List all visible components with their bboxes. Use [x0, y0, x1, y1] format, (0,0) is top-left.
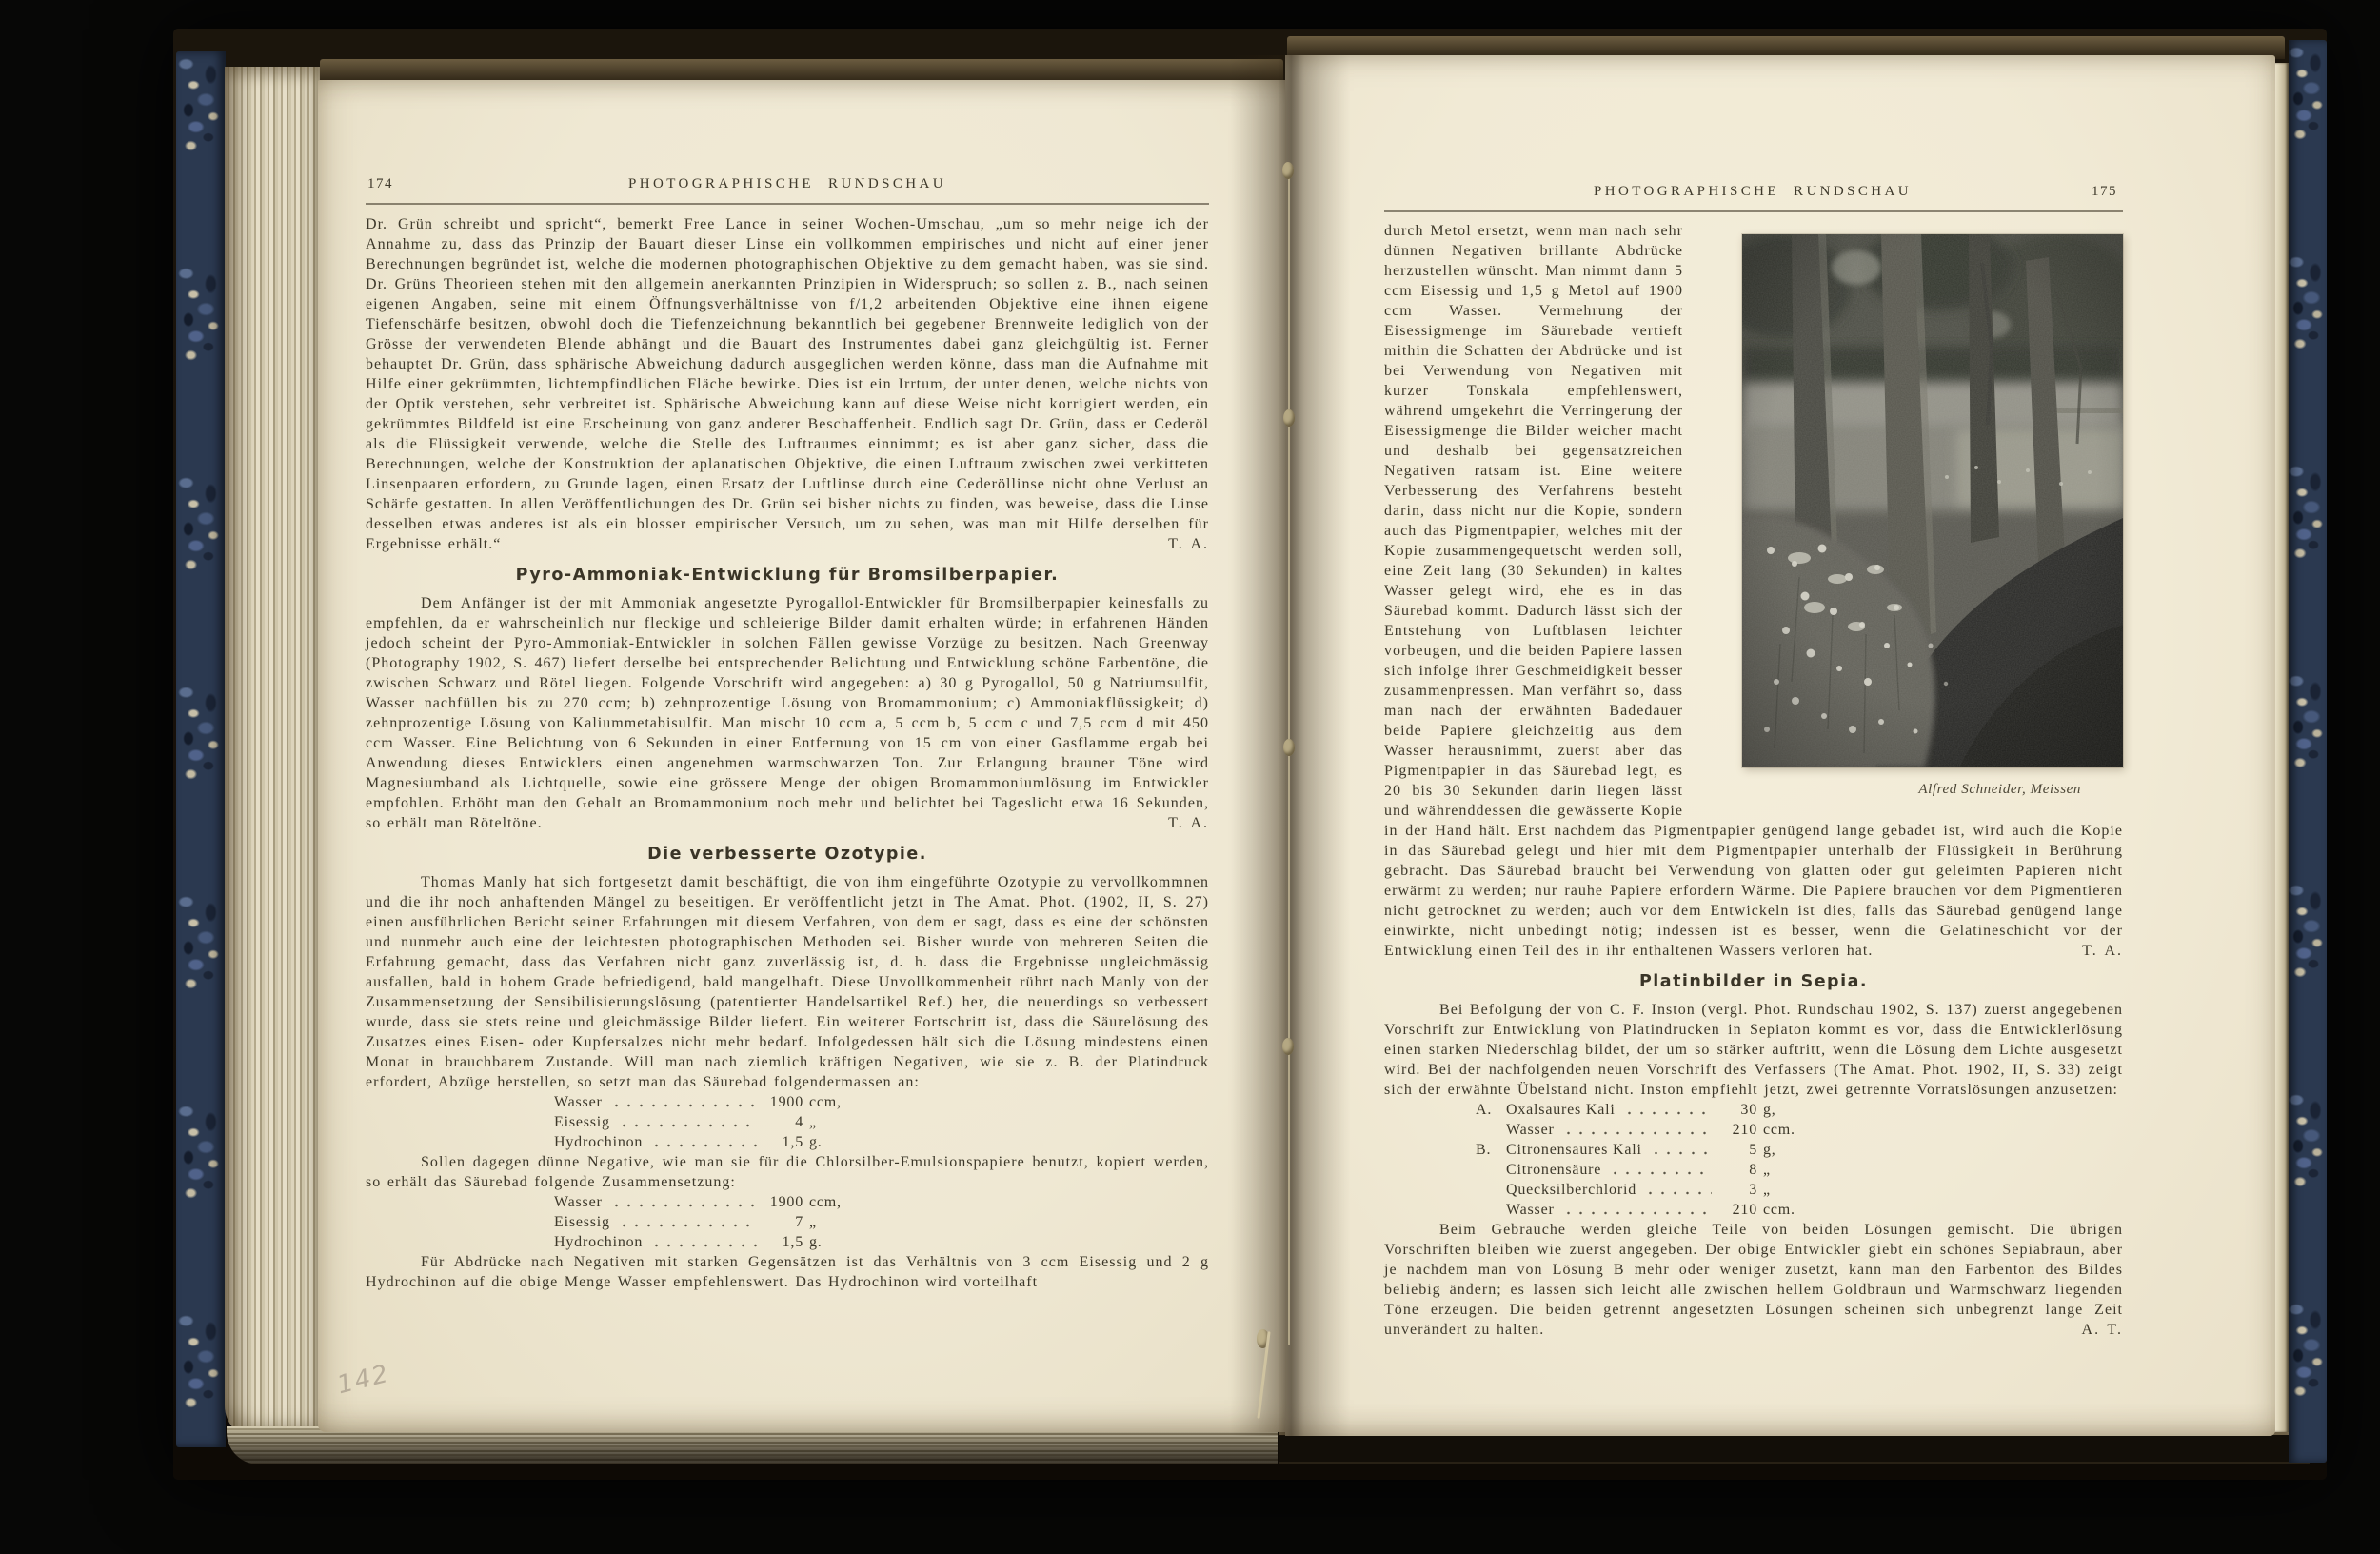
section-heading-platinbilder: Platinbilder in Sepia.: [1638, 972, 1869, 991]
paragraph-sepia-usage: [1384, 1220, 2123, 1340]
recipe-row: [1476, 1180, 1811, 1200]
paragraph-text: Thomas Manly hat sich fortgesetzt damit beschäftigt, die von ihm eingeführte Ozotypie zu vervollkommnen und die ihr noch anhaftenden Mängel zu beseitigen. Er veröffentlicht jetzt in The Amat. Phot. (1902, II, S. 27) einen ausführlichen Bericht seiner Erfahrungen mit diesem Verfahren, von dem er sagt, dass es eine der schönsten und nunmehr auch eine der leichtesten photographischen Methoden sei. Bisher wurde von mehreren Seiten die Erfahrung gemacht, dass das Verfahren nicht ganz zuverlässig ist, d. h. dass die Ergebnisse ungleichmässig ausfallen, bald in hohem Grade befriedigend, bald mangelhaft. Diese Unvollkommenheit rührt nach Manly von der Zusammensetzung der Sensibilisierungslösung (patentierter Handelsartikel Ref.) her, die neuerdings so verbessert wurde, dass sie stets reine und gleichmässige Bilder liefert. Ein weiterer Fortschritt ist, dass die Säurelösung des Zusatzes eines Eisen- oder Kupfersalzes nicht mehr bedarf. Infolgedessen hält sich die Lösung mindestens einen Monat in brauchbarem Zustande. Will man nach ziemlich kräftigen Negativen, wie sie z. B. der Platindruck erfordert, Abzüge herstellen, so setzt man das Säurebad folgendermassen an:: [366, 874, 1209, 1090]
ingredient-unit: g.: [809, 1134, 823, 1150]
ingredient-amount: 1,5: [782, 1234, 803, 1250]
ingredient-unit: ccm,: [809, 1194, 842, 1210]
recipe-row: [1476, 1160, 1811, 1180]
recipe-row: [554, 1112, 857, 1132]
ingredient-amount: 1,5: [782, 1134, 803, 1150]
dot-leader: [616, 1112, 758, 1132]
forest-meadow-photograph: [1742, 234, 2123, 767]
dot-leader: [1648, 1140, 1712, 1160]
section-heading-ozotypie: Die verbesserte Ozotypie.: [647, 845, 927, 864]
right-text-column: [1384, 221, 2123, 1340]
recipe-row: [1476, 1120, 1811, 1140]
author-initials: T. A.: [2082, 943, 2123, 959]
solution-letter: A.: [1476, 1102, 1493, 1118]
left-page: [318, 80, 1285, 1432]
ingredient-unit: g,: [1763, 1142, 1776, 1158]
paragraph-inston-intro: [1384, 1000, 2123, 1100]
dot-leader: [1560, 1120, 1712, 1140]
paragraph-text: Dr. Grün schreibt und spricht“, bemerkt Free Lance in seiner Wochen-Umschau, „um so mehr neige ich der Annahme zu, dass das Prinzip der Bauart dieser Linse ein vollkommen empirisches und nicht auf einer jener Berechnungen begründet ist, welche die modernen photographischen Objektive zu dem gemacht haben, was sie sind. Dr. Grüns Theorieen stehen mit den allgemein anerkannten Prinzipien in Widerspruch; so sollen z. B., nach seinen eigenen Angaben, seine mit einem Öffnungsverhältnisse von f/1,2 arbeitenden Objektive eine ihnen eigene Tiefenschärfe besitzen, obwohl doch die Tiefenzeichnung bekanntlich bei gegebener Brennweite lediglich von der Grösse der verwendeten Blende abhängt und die Bauart des Instrumentes dabei ganz gleichgültig ist. Ferner behauptet Dr. Grün, dass sphärische Abweichung dadurch ausgeglichen werden könne, dass man die Aufnahme mit Hilfe einer gekrümmten, lichtempfindlichen Fläche bewirke. Dies ist ein Irrtum, der unter denen, welche nichts von der Optik verstehen, sehr verbreitet ist. Sphärische Abweichung kann auf diese Weise nicht korrigiert werden, ein gekrümmtes Bildfeld ist eine Erscheinung von ganz anderer Beschaffenheit. Endlich sagt Dr. Grün, dass er Cederöl als die Flüssigkeit verwende, welche die Stelle des Luftraumes einnimmt; es ist aber ganz sicher, dass die Berechnungen, welche der Konstruktion der aplanatischen Objektive, die einen Luftraum zwischen zwei verkitteten Linsenpaaren erfordern, zu Grunde lagen, einen Ersatz der Luftlinse durch eine Cederöllinse nicht ohne Verlust an Schärfe gestatten. In allen Veröffentlichungen des Dr. Grün sei bisher nichts zu finden, was beweise, dass die Linse desselben etwas anderes ist als ein blosser empirischer Versuch, um zu sehen, was man mit Hilfe derselben für Ergebnisse erhält.“: [366, 216, 1209, 552]
author-initials: A. T.: [2081, 1322, 2123, 1338]
ingredient-amount: 1900: [769, 1094, 803, 1110]
photo-caption: Alfred Schneider, Meissen: [1918, 782, 2081, 797]
paragraph-text: Sollen dagegen dünne Negative, wie man sie für die Chlorsilber-Emulsionspapiere benutzt, kopiert werden, so erhält das Säurebad folgende Zusammensetzung:: [366, 1154, 1209, 1190]
paragraph-text: Beim Gebrauche werden gleiche Teile von beiden Lösungen gemischt. Die übrigen Vorschriften bleiben wie zuerst angegeben. Der obige Entwickler giebt ein schönes Sepiabraun, aber je nachdem man von Lösung B mehr oder weniger zusetzt, kann man den Farbenton des Bildes beliebig ändern; es lassen sich leicht alle zwischen hellem Goldbraun und Warmschwarz liegenden Töne erzeugen. Die beiden getrennt angesetzten Lösungen scheinen sich unbegrenzt lange Zeit unverändert zu halten.: [1384, 1222, 2123, 1338]
dot-leader: [1607, 1160, 1712, 1180]
ingredient-label: Quecksilberchlorid: [1506, 1182, 1637, 1198]
ingredient-unit: „: [1763, 1162, 1771, 1178]
right-page-header: [1384, 181, 2121, 204]
bottom-cover-edge: [1279, 1432, 2310, 1462]
ingredient-label: Wasser: [1506, 1122, 1555, 1138]
ingredient-amount: 210: [1732, 1202, 1757, 1218]
recipe-row: [554, 1132, 857, 1152]
recipe-row: [554, 1092, 857, 1112]
ingredient-label: Wasser: [1506, 1202, 1555, 1218]
ingredient-unit: g,: [1763, 1102, 1776, 1118]
recipe-row: [554, 1212, 857, 1232]
recipe-row: [1476, 1100, 1811, 1120]
ingredient-amount: 30: [1740, 1102, 1757, 1118]
left-running-title: PHOTOGRAPHISCHE RUNDSCHAU: [627, 176, 946, 191]
binding-stitch: [1282, 162, 1294, 179]
dot-leader: [608, 1192, 758, 1212]
right-running-title: PHOTOGRAPHISCHE RUNDSCHAU: [1593, 184, 1912, 199]
dot-leader: [648, 1132, 758, 1152]
ingredient-unit: „: [809, 1214, 817, 1230]
stock-solutions-list: [1476, 1100, 1811, 1220]
ingredient-unit: ccm.: [1763, 1202, 1795, 1218]
ingredient-amount: 210: [1732, 1122, 1757, 1138]
acid-bath-recipe-thin-negatives: [554, 1192, 857, 1252]
ingredient-label: Eisessig: [554, 1114, 610, 1130]
ingredient-amount: 4: [795, 1114, 803, 1130]
acid-bath-recipe-strong-negatives: [554, 1092, 857, 1152]
photo-block: [1683, 234, 2123, 799]
ingredient-amount: 3: [1749, 1182, 1757, 1198]
ingredient-label: Wasser: [554, 1194, 603, 1210]
binding-stitch: [1283, 739, 1295, 756]
dot-leader: [648, 1232, 758, 1252]
solution-letter: B.: [1476, 1142, 1492, 1158]
ingredient-label: Hydrochinon: [554, 1234, 644, 1250]
ingredient-label: Wasser: [554, 1094, 603, 1110]
dot-leader: [1642, 1180, 1712, 1200]
marbled-cover-edge-right: [2289, 40, 2327, 1463]
dot-leader: [1621, 1100, 1712, 1120]
ingredient-amount: 5: [1749, 1142, 1757, 1158]
recipe-row: [554, 1192, 857, 1212]
paragraph-ozotypie: [366, 872, 1209, 1092]
paragraph-thin-negatives: [366, 1152, 1209, 1192]
ingredient-unit: ccm.: [1763, 1122, 1795, 1138]
ingredient-label: Citronensaures Kali: [1506, 1142, 1642, 1158]
left-page-header: [366, 173, 1209, 196]
author-initials: T. A.: [1168, 815, 1209, 831]
wrapped-text-flow: [1384, 221, 2123, 961]
ingredient-unit: g.: [809, 1234, 823, 1250]
header-rule-right: [1384, 210, 2123, 212]
paragraph-pyro-ammoniak: [366, 593, 1209, 833]
recipe-row: [1476, 1200, 1811, 1220]
ingredient-unit: „: [809, 1114, 817, 1130]
right-page-number: 175: [2092, 184, 2117, 199]
ingredient-amount: 8: [1749, 1162, 1757, 1178]
dot-leader: [616, 1212, 758, 1232]
paragraph-text: durch Metol ersetzt, wenn man nach sehr dünnen Negativen brillante Abdrücke herzustellen wünscht. Man nimmt dann 5 ccm Eisessig und 1,5 g Metol auf 1900 ccm Wasser. Vermehrung der Eisessigmenge im Säurebade vertieft mithin die Schatten der Abdrücke und ist bei Verwendung von Negativen mit kurzer Tonskala empfehlenswert, während umgekehrt die Verringerung der Eisessigmenge die Bilder weicher macht und deshalb bei gegensatzreichen Negativen ratsam ist. Eine weitere Verbesserung des Verfahrens besteht darin, dass nicht nur die Kopie, sondern auch das Pigmentpapier, welches mit der Kopie zusammengequetscht werden soll, eine Zeit lang (30 Sekunden) in kaltes Wasser gelegt wird, ehe es in das Säurebad kommt. Dadurch lässt sich der Entstehung von Luftblasen leichter vorbeugen, und die beiden Papiere lassen sich infolge ihrer Geschmeidigkeit besser zusammenpressen. Man verfährt so, dass man nach der erwähnten Badedauer beide Papiere gleichzeitig aus dem Wasser herausnimmt, zuerst aber das Pigmentpapier in das Säurebad legt, es 20 bis 30 Sekunden darin liegen lässt und währenddessen die gewässerte Kopie in der Hand hält. Erst nachdem das Pigmentpapier genügend lange gebadet ist, wird auch die Kopie in das Säurebad gelegt und hier mit dem Pigmentpapier unterhalb der Flüssigkeit in Berührung gebracht. Das Säurebad braucht bei Verwendung von glatten oder gut geleimten Papieren nicht erwärmt zu werden; nur rauhe Papiere erfordern Wärme. Die Papiere brauchen vor dem Pigmentieren nicht getrocknet zu werden; auch vor dem Entwickeln ist dies, falls das Säurebad genügend lange einwirkte, nicht unbedingt nötig; indessen ist es besser, wenn die Gelatineschicht vor der Entwicklung einen Teil des in ihr enthaltenen Wassers verloren hat.: [1384, 223, 2123, 959]
marbled-cover-edge-left: [176, 51, 226, 1447]
ingredient-label: Hydrochinon: [554, 1134, 644, 1150]
dot-leader: [608, 1092, 758, 1112]
author-initials: T. A.: [1168, 536, 1209, 552]
binding-stitch: [1282, 1038, 1294, 1055]
section-heading-pyro-ammoniak: Pyro-Ammoniak-Entwicklung für Bromsilberpapier.: [515, 566, 1060, 585]
ingredient-label: Oxalsaures Kali: [1506, 1102, 1616, 1118]
pencil-annotation: 142: [334, 1359, 393, 1401]
paragraph-gruen-lens-critique: [366, 214, 1209, 554]
ingredient-unit: „: [1763, 1182, 1771, 1198]
right-page-fore-edge: [2273, 63, 2289, 1432]
recipe-row: [1476, 1140, 1811, 1160]
header-rule-left: [366, 203, 1209, 205]
ingredient-label: Citronensäure: [1506, 1162, 1602, 1178]
dot-leader: [1560, 1200, 1712, 1220]
paragraph-text: Für Abdrücke nach Negativen mit starken Gegensätzen ist das Verhältnis von 3 ccm Eisessig und 2 g Hydrochinon auf die obige Menge Wasser empfehlenswert. Das Hydrochinon wird vorteilhaft: [366, 1254, 1209, 1290]
left-text-column: [366, 214, 1209, 1292]
recipe-row: [554, 1232, 857, 1252]
left-page-fore-edge-stack: [225, 67, 320, 1440]
ingredient-label: Eisessig: [554, 1214, 610, 1230]
bottom-page-stack-edge: [227, 1426, 1278, 1464]
binding-stitch: [1283, 409, 1295, 427]
right-page: [1285, 55, 2275, 1436]
ingredient-amount: 7: [795, 1214, 803, 1230]
ingredient-amount: 1900: [769, 1194, 803, 1210]
paragraph-text: Bei Befolgung der von C. F. Inston (vergl. Phot. Rundschau 1902, S. 137) zuerst angegebenen Vorschrift zur Entwicklung von Platindrucken in Sepiaton kommt es vor, dass die Entwicklerlösung einen starken Niederschlag bildet, der um so stärker auftritt, wenn die Lösung dem Lichte ausgesetzt wird. Bei der nachfolgenden neuen Vorschrift des Verfassers (The Amat. Phot. 1902, II, S. 33) zeigt sich der erwähnte Übelstand nicht. Inston empfiehlt jetzt, zwei getrennte Vorratslösungen anzusetzen:: [1384, 1002, 2124, 1098]
left-page-number: 174: [367, 176, 393, 191]
paragraph-text: Dem Anfänger ist der mit Ammoniak angesetzte Pyrogallol-Entwickler für Bromsilberpapier keinesfalls zu empfehlen, da er wahrscheinlich nur fleckige und schleierige Bilder damit erhalten würde; in erfahrenen Händen jedoch scheint der Pyro-Ammoniak-Entwickler in solchen Fällen gewisse Vorzüge zu besitzen. Nach Greenway (Photography 1902, S. 467) liefert derselbe bei entsprechender Belichtung und Entwicklung schöne Farbentöne, die zwischen Schwarz und Rötel liegen. Folgende Vorschrift wird angegeben: a) 30 g Pyrogallol, 50 g Natriumsulfit, Wasser nachfüllen bis zu 270 ccm; b) zehnprozentige Lösung von Bromammonium; c) Ammoniakflüssigkeit; d) zehnprozentige Lösung von Kaliummetabisulfit. Man mischt 10 ccm a, 5 ccm b, 5 ccm c und 7,5 ccm d mit 450 ccm Wasser. Eine Belichtung von 6 Sekunden in einer Entfernung von 15 cm von einer Gasflamme ergab bei Anwendung dieses Entwicklers einen angenehmen warmschwarzen Ton. Zur Erlangung brauner Töne wird Magnesiumband als Lichtquelle, sowie eine grössere Menge der obigen Bromammoniumlösung im Entwickler empfohlen. Erhöht man den Gehalt an Bromammonium noch mehr und belichtet bei Tageslicht etwa 16 Sekunden, so erhält man Röteltöne.: [366, 595, 1209, 831]
paragraph-strong-contrast-note: [366, 1252, 1209, 1292]
ingredient-unit: ccm,: [809, 1094, 842, 1110]
